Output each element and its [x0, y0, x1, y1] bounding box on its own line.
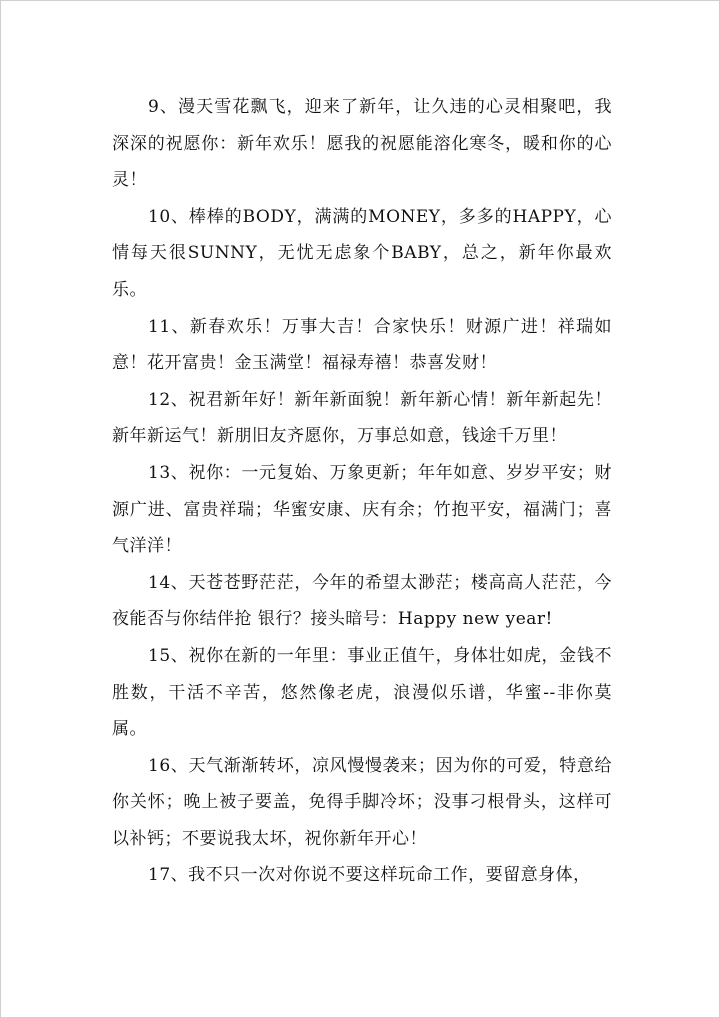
paragraph-16: 16、天气渐渐转坏，凉风慢慢袭来；因为你的可爱，特意给你关怀；晚上被子要盖，免得手脚冷坏；没事刁根骨头，这样可以补钙；不要说我太坏，祝你新年开心！ — [112, 755, 612, 849]
paragraph-13: 13、祝你：一元复始、万象更新；年年如意、岁岁平安；财源广进、富贵祥瑞；华蜜安康、庆有余；竹抱平安，福满门；喜气洋洋！ — [112, 462, 612, 557]
paragraph-11: 11、新春欢乐！万事大吉！合家快乐！财源广进！祥瑞如意！花开富贵！金玉满堂！福禄寿禧！恭喜发财！ — [112, 316, 612, 374]
paragraph-9: 9、漫天雪花飘飞，迎来了新年，让久违的心灵相聚吧，我深深的祝愿你：新年欢乐！愿我的祝愿能溶化寒冬，暖和你的心灵！ — [112, 97, 612, 191]
paragraph-17: 17、我不只一次对你说不要这样玩命工作，要留意身体， — [148, 865, 591, 886]
paragraph-12: 12、祝君新年好！新年新面貌！新年新心情！新年新起先！新年新运气！新朋旧友齐愿你，万事总如意，钱途千万里！ — [112, 389, 612, 447]
paragraph-10: 10、棒棒的BODY，满满的MONEY，多多的HAPPY，心情每天很SUNNY，无忧无虑象个BABY，总之，新年你最欢乐。 — [112, 206, 612, 300]
paragraph-15: 15、祝你在新的一年里：事业正值午，身体壮如虎，金钱不胜数，干活不辛苦，悠然像老虎，浪漫似乐谱，华蜜--非你莫属。 — [112, 645, 612, 740]
paragraph-14: 14、天苍苍野茫茫，今年的希望太渺茫；楼高高人茫茫，今夜能否与你结伴抢 银行？接头暗号：Happy new year! — [112, 572, 612, 630]
document-body — [112, 89, 612, 894]
